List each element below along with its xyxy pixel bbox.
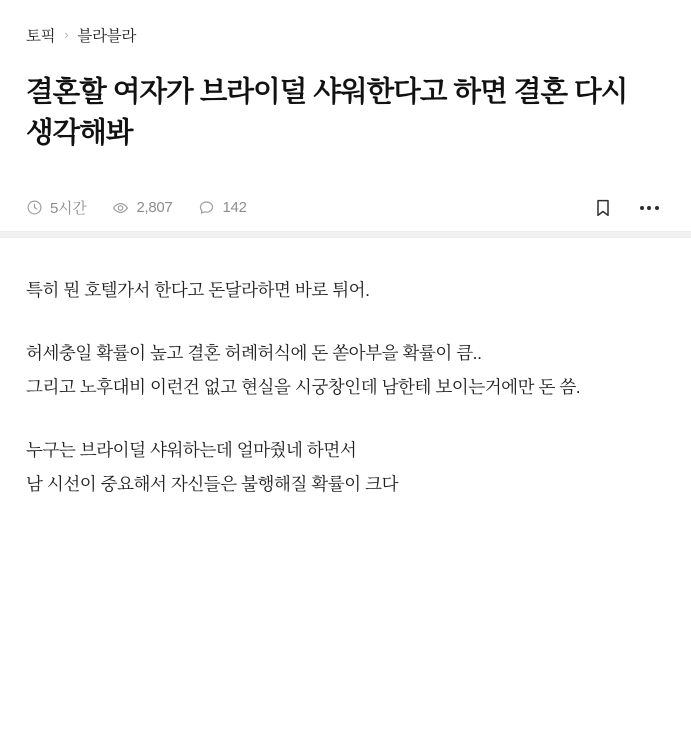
post-line: 특히 뭔 호텔가서 한다고 돈달라하면 바로 튀어.	[26, 279, 370, 300]
post-views	[112, 199, 172, 216]
breadcrumb	[0, 0, 691, 46]
eye-icon	[112, 199, 129, 216]
section-divider	[0, 231, 691, 238]
more-horizontal-icon[interactable]	[637, 196, 661, 220]
post-paragraph	[26, 337, 665, 404]
post-content	[0, 238, 691, 502]
page-title: 결혼할 여자가 브라이덜 샤워한다고 하면 결혼 다시 생각해봐	[26, 76, 628, 150]
post-meta-row	[0, 155, 691, 217]
post-views-count: 2,807	[136, 199, 173, 217]
more-dots	[640, 206, 659, 210]
post-line: 허세충일 확률이 높고 결혼 허례허식에 돈 쏟아부을 확률이 큼..	[26, 343, 482, 364]
post-stats	[26, 197, 247, 218]
clock-icon	[26, 199, 43, 216]
breadcrumb-item-topic[interactable]: 토픽	[26, 28, 56, 45]
post-comments-count: 142	[222, 199, 247, 217]
post-actions	[591, 196, 669, 220]
post-comments[interactable]	[198, 199, 246, 216]
post-paragraph	[26, 434, 665, 501]
post-time-label: 5시간	[50, 200, 87, 218]
chevron-right-icon: ›	[64, 26, 69, 42]
bookmark-icon[interactable]	[591, 196, 615, 220]
post-line: 남 시선이 중요해서 자신들은 불행해질 확률이 크다	[26, 474, 399, 494]
breadcrumb-item-blabla[interactable]: 블라블라	[77, 28, 137, 45]
post-paragraph	[26, 274, 665, 308]
comment-icon	[198, 199, 215, 216]
post-line: 누구는 브라이덜 샤워하는데 얼마줬네 하면서	[26, 440, 357, 461]
post-time	[26, 197, 86, 218]
post-line: 그리고 노후대비 이런건 없고 현실을 시궁창인데 남한테 보이는거에만 돈 씀.	[26, 376, 581, 397]
